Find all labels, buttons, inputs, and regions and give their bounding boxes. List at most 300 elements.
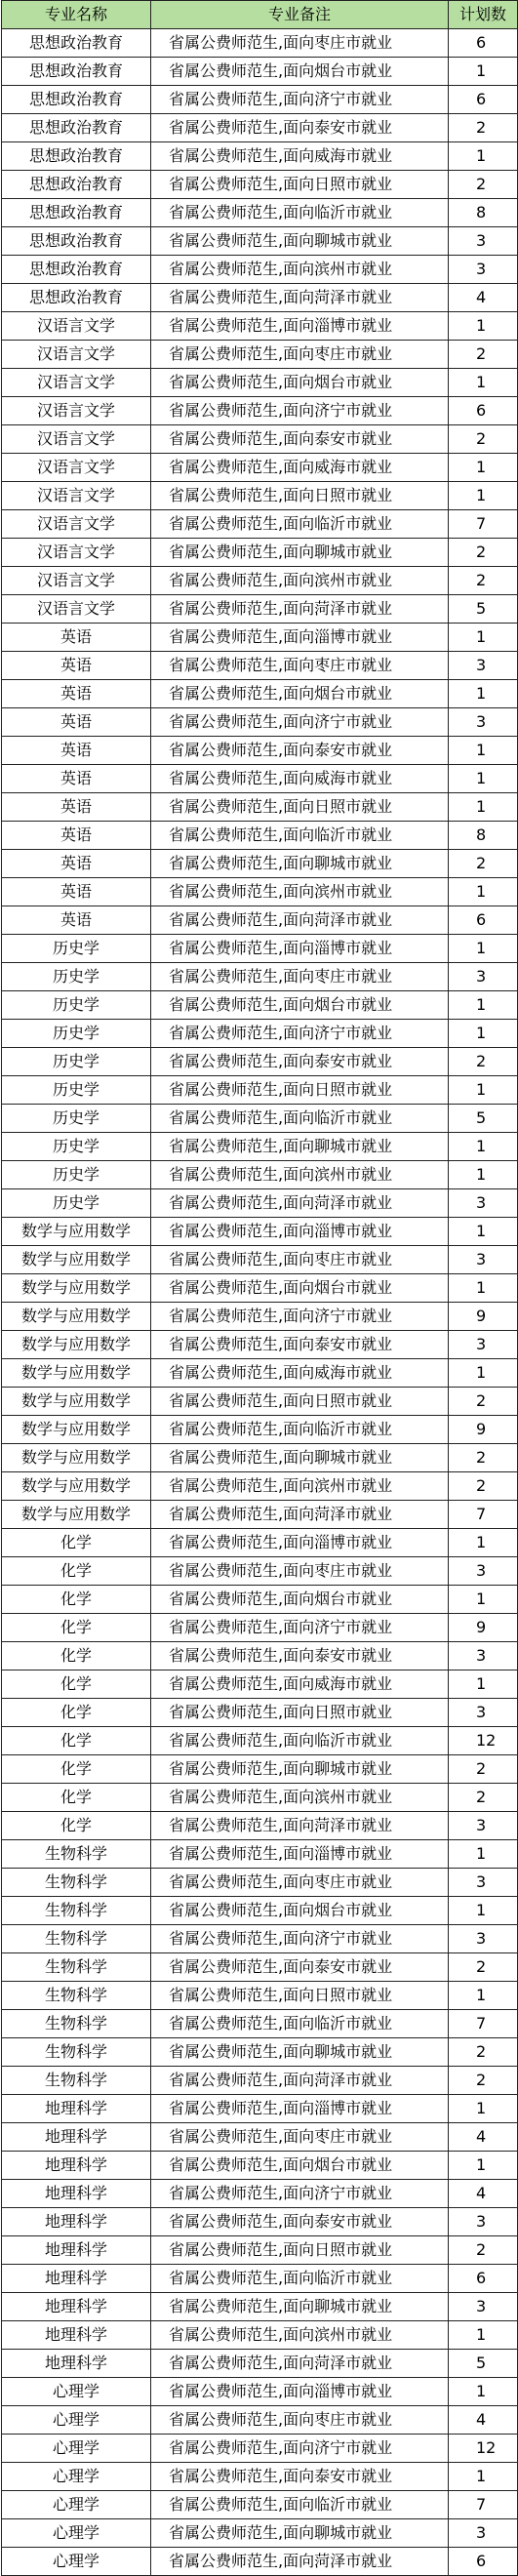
major-note-cell: 省属公费师范生,面向聊城市就业	[151, 1755, 449, 1784]
major-name-cell: 汉语言文学	[2, 425, 151, 454]
plan-count-cell: 7	[449, 510, 518, 539]
header-row	[2, 1, 518, 29]
plan-count-cell: 9	[449, 1303, 518, 1331]
table-row	[2, 1472, 518, 1501]
plan-count-cell: 6	[449, 2265, 518, 2293]
major-name-cell: 历史学	[2, 1048, 151, 1076]
major-name-cell: 化学	[2, 1784, 151, 1812]
plan-count-cell: 3	[449, 1925, 518, 1953]
major-note-cell: 省属公费师范生,面向枣庄市就业	[151, 341, 449, 369]
major-name-cell: 地理科学	[2, 2180, 151, 2208]
major-note-cell: 省属公费师范生,面向烟台市就业	[151, 2152, 449, 2180]
plan-count-cell: 1	[449, 1586, 518, 1614]
major-note-cell: 省属公费师范生,面向泰安市就业	[151, 1331, 449, 1359]
plan-count-cell: 1	[449, 2378, 518, 2406]
major-name-cell: 数学与应用数学	[2, 1274, 151, 1303]
major-name-cell: 思想政治教育	[2, 256, 151, 284]
header-major-note: 专业备注	[151, 1, 449, 29]
table-row	[2, 1982, 518, 2010]
major-note-cell: 省属公费师范生,面向烟台市就业	[151, 680, 449, 708]
major-note-cell: 省属公费师范生,面向烟台市就业	[151, 991, 449, 1020]
major-note-cell: 省属公费师范生,面向临沂市就业	[151, 2010, 449, 2038]
major-note-cell: 省属公费师范生,面向烟台市就业	[151, 1274, 449, 1303]
major-name-cell: 化学	[2, 1670, 151, 1699]
table-row	[2, 1303, 518, 1331]
major-name-cell: 历史学	[2, 1133, 151, 1161]
table-row	[2, 2321, 518, 2350]
plan-count-cell: 1	[449, 1670, 518, 1699]
major-note-cell: 省属公费师范生,面向日照市就业	[151, 1076, 449, 1105]
plan-count-cell: 1	[449, 1359, 518, 1388]
table-row	[2, 454, 518, 482]
major-note-cell: 省属公费师范生,面向日照市就业	[151, 171, 449, 199]
table-row	[2, 1020, 518, 1048]
major-name-cell: 思想政治教育	[2, 114, 151, 142]
enrollment-plan-table	[1, 0, 518, 2576]
plan-count-cell: 1	[449, 1982, 518, 2010]
plan-count-cell: 1	[449, 793, 518, 822]
major-name-cell: 地理科学	[2, 2095, 151, 2123]
table-row	[2, 1501, 518, 1529]
table-row	[2, 1529, 518, 1557]
major-name-cell: 化学	[2, 1727, 151, 1755]
major-note-cell: 省属公费师范生,面向枣庄市就业	[151, 1869, 449, 1897]
table-row	[2, 510, 518, 539]
major-name-cell: 历史学	[2, 991, 151, 1020]
major-note-cell: 省属公费师范生,面向菏泽市就业	[151, 284, 449, 312]
major-name-cell: 思想政治教育	[2, 29, 151, 58]
plan-count-cell: 12	[449, 1727, 518, 1755]
plan-count-cell: 1	[449, 878, 518, 906]
major-name-cell: 化学	[2, 1812, 151, 1840]
major-note-cell: 省属公费师范生,面向枣庄市就业	[151, 1557, 449, 1586]
major-note-cell: 省属公费师范生,面向枣庄市就业	[151, 29, 449, 58]
major-note-cell: 省属公费师范生,面向聊城市就业	[151, 850, 449, 878]
major-name-cell: 化学	[2, 1586, 151, 1614]
major-note-cell: 省属公费师范生,面向滨州市就业	[151, 567, 449, 595]
major-note-cell: 省属公费师范生,面向济宁市就业	[151, 86, 449, 114]
major-note-cell: 省属公费师范生,面向日照市就业	[151, 1699, 449, 1727]
plan-count-cell: 2	[449, 1784, 518, 1812]
table-row	[2, 2350, 518, 2378]
table-row	[2, 1614, 518, 1642]
table-row	[2, 1359, 518, 1388]
major-name-cell: 心理学	[2, 2548, 151, 2576]
table-row	[2, 1642, 518, 1670]
table-row	[2, 1586, 518, 1614]
major-note-cell: 省属公费师范生,面向济宁市就业	[151, 1614, 449, 1642]
plan-count-cell: 2	[449, 1755, 518, 1784]
plan-count-cell: 2	[449, 1472, 518, 1501]
table-row	[2, 1784, 518, 1812]
major-note-cell: 省属公费师范生,面向威海市就业	[151, 142, 449, 171]
table-row	[2, 2010, 518, 2038]
major-note-cell: 省属公费师范生,面向菏泽市就业	[151, 906, 449, 935]
table-row	[2, 1161, 518, 1189]
plan-count-cell: 2	[449, 850, 518, 878]
table-row	[2, 86, 518, 114]
major-note-cell: 省属公费师范生,面向滨州市就业	[151, 2321, 449, 2350]
major-note-cell: 省属公费师范生,面向临沂市就业	[151, 510, 449, 539]
table-row	[2, 425, 518, 454]
table-row	[2, 397, 518, 425]
major-name-cell: 历史学	[2, 1076, 151, 1105]
plan-count-cell: 7	[449, 1501, 518, 1529]
plan-count-cell: 1	[449, 1133, 518, 1161]
major-note-cell: 省属公费师范生,面向临沂市就业	[151, 2265, 449, 2293]
major-note-cell: 省属公费师范生,面向菏泽市就业	[151, 595, 449, 624]
major-name-cell: 化学	[2, 1699, 151, 1727]
major-name-cell: 思想政治教育	[2, 58, 151, 86]
plan-count-cell: 2	[449, 1444, 518, 1472]
major-note-cell: 省属公费师范生,面向枣庄市就业	[151, 963, 449, 991]
plan-count-cell: 8	[449, 199, 518, 227]
table-row	[2, 256, 518, 284]
table-row	[2, 1812, 518, 1840]
major-name-cell: 英语	[2, 737, 151, 765]
table-row	[2, 567, 518, 595]
major-name-cell: 英语	[2, 793, 151, 822]
table-row	[2, 284, 518, 312]
major-name-cell: 地理科学	[2, 2152, 151, 2180]
major-note-cell: 省属公费师范生,面向菏泽市就业	[151, 2548, 449, 2576]
major-name-cell: 英语	[2, 878, 151, 906]
table-row	[2, 1246, 518, 1274]
table-row	[2, 680, 518, 708]
plan-count-cell: 4	[449, 2123, 518, 2152]
table-row	[2, 369, 518, 397]
major-name-cell: 地理科学	[2, 2123, 151, 2152]
major-name-cell: 数学与应用数学	[2, 1246, 151, 1274]
plan-count-cell: 3	[449, 1246, 518, 1274]
plan-count-cell: 5	[449, 2350, 518, 2378]
table-row	[2, 2491, 518, 2519]
plan-count-cell: 9	[449, 1614, 518, 1642]
table-row	[2, 1444, 518, 1472]
table-row	[2, 171, 518, 199]
table-row	[2, 2123, 518, 2152]
table-row	[2, 2038, 518, 2067]
major-note-cell: 省属公费师范生,面向烟台市就业	[151, 58, 449, 86]
plan-count-cell: 12	[449, 2435, 518, 2463]
table-row	[2, 1416, 518, 1444]
table-row	[2, 1869, 518, 1897]
major-note-cell: 省属公费师范生,面向枣庄市就业	[151, 2123, 449, 2152]
major-note-cell: 省属公费师范生,面向烟台市就业	[151, 369, 449, 397]
major-note-cell: 省属公费师范生,面向淄博市就业	[151, 2378, 449, 2406]
major-note-cell: 省属公费师范生,面向淄博市就业	[151, 2095, 449, 2123]
table-row	[2, 341, 518, 369]
table-row	[2, 1189, 518, 1218]
major-note-cell: 省属公费师范生,面向济宁市就业	[151, 1303, 449, 1331]
major-name-cell: 汉语言文学	[2, 510, 151, 539]
major-name-cell: 化学	[2, 1642, 151, 1670]
plan-count-cell: 3	[449, 256, 518, 284]
major-note-cell: 省属公费师范生,面向烟台市就业	[151, 1897, 449, 1925]
plan-count-cell: 1	[449, 2152, 518, 2180]
plan-count-cell: 6	[449, 906, 518, 935]
major-note-cell: 省属公费师范生,面向临沂市就业	[151, 822, 449, 850]
major-note-cell: 省属公费师范生,面向聊城市就业	[151, 227, 449, 256]
plan-count-cell: 1	[449, 2463, 518, 2491]
plan-count-cell: 1	[449, 680, 518, 708]
table-row	[2, 1331, 518, 1359]
table-row	[2, 1755, 518, 1784]
plan-count-cell: 3	[449, 1699, 518, 1727]
plan-count-cell: 2	[449, 171, 518, 199]
table-row	[2, 595, 518, 624]
plan-count-cell: 2	[449, 1953, 518, 1982]
table-row	[2, 2095, 518, 2123]
major-name-cell: 生物科学	[2, 1869, 151, 1897]
major-name-cell: 生物科学	[2, 2010, 151, 2038]
major-note-cell: 省属公费师范生,面向滨州市就业	[151, 1472, 449, 1501]
major-note-cell: 省属公费师范生,面向济宁市就业	[151, 1020, 449, 1048]
major-name-cell: 生物科学	[2, 1897, 151, 1925]
plan-count-cell: 1	[449, 624, 518, 652]
major-note-cell: 省属公费师范生,面向日照市就业	[151, 2236, 449, 2265]
header-major-name: 专业名称	[2, 1, 151, 29]
major-note-cell: 省属公费师范生,面向聊城市就业	[151, 1133, 449, 1161]
major-name-cell: 英语	[2, 765, 151, 793]
plan-count-cell: 6	[449, 397, 518, 425]
major-note-cell: 省属公费师范生,面向淄博市就业	[151, 1529, 449, 1557]
table-row	[2, 935, 518, 963]
major-note-cell: 省属公费师范生,面向威海市就业	[151, 454, 449, 482]
plan-count-cell: 6	[449, 86, 518, 114]
plan-count-cell: 4	[449, 2180, 518, 2208]
major-name-cell: 汉语言文学	[2, 454, 151, 482]
major-name-cell: 思想政治教育	[2, 86, 151, 114]
table-header	[2, 1, 518, 29]
plan-count-cell: 1	[449, 1076, 518, 1105]
table-row	[2, 652, 518, 680]
table-row	[2, 2152, 518, 2180]
plan-count-cell: 1	[449, 765, 518, 793]
major-name-cell: 地理科学	[2, 2350, 151, 2378]
major-name-cell: 生物科学	[2, 1840, 151, 1869]
major-note-cell: 省属公费师范生,面向泰安市就业	[151, 425, 449, 454]
plan-count-cell: 2	[449, 2067, 518, 2095]
plan-count-cell: 3	[449, 1642, 518, 1670]
plan-count-cell: 4	[449, 284, 518, 312]
table-row	[2, 1218, 518, 1246]
major-note-cell: 省属公费师范生,面向日照市就业	[151, 1982, 449, 2010]
major-name-cell: 地理科学	[2, 2236, 151, 2265]
major-name-cell: 心理学	[2, 2378, 151, 2406]
major-note-cell: 省属公费师范生,面向聊城市就业	[151, 2293, 449, 2321]
major-note-cell: 省属公费师范生,面向临沂市就业	[151, 2491, 449, 2519]
major-note-cell: 省属公费师范生,面向日照市就业	[151, 482, 449, 510]
major-name-cell: 历史学	[2, 1105, 151, 1133]
plan-count-cell: 2	[449, 341, 518, 369]
major-note-cell: 省属公费师范生,面向聊城市就业	[151, 2519, 449, 2548]
major-note-cell: 省属公费师范生,面向菏泽市就业	[151, 2067, 449, 2095]
table-row	[2, 2265, 518, 2293]
table-row	[2, 2293, 518, 2321]
table-row	[2, 1105, 518, 1133]
plan-count-cell: 2	[449, 2038, 518, 2067]
major-note-cell: 省属公费师范生,面向泰安市就业	[151, 1048, 449, 1076]
major-name-cell: 英语	[2, 624, 151, 652]
major-name-cell: 汉语言文学	[2, 397, 151, 425]
plan-count-cell: 1	[449, 1161, 518, 1189]
plan-count-cell: 1	[449, 991, 518, 1020]
table-row	[2, 2208, 518, 2236]
major-name-cell: 历史学	[2, 1020, 151, 1048]
major-note-cell: 省属公费师范生,面向泰安市就业	[151, 114, 449, 142]
table-row	[2, 1727, 518, 1755]
table-row	[2, 1388, 518, 1416]
major-note-cell: 省属公费师范生,面向威海市就业	[151, 1359, 449, 1388]
plan-count-cell: 2	[449, 1048, 518, 1076]
major-name-cell: 历史学	[2, 935, 151, 963]
major-name-cell: 数学与应用数学	[2, 1331, 151, 1359]
table-row	[2, 2435, 518, 2463]
major-name-cell: 汉语言文学	[2, 539, 151, 567]
table-row	[2, 29, 518, 58]
table-row	[2, 878, 518, 906]
plan-count-cell: 6	[449, 29, 518, 58]
table-row	[2, 737, 518, 765]
plan-count-cell: 1	[449, 2095, 518, 2123]
major-name-cell: 英语	[2, 708, 151, 737]
major-name-cell: 思想政治教育	[2, 171, 151, 199]
plan-count-cell: 7	[449, 2010, 518, 2038]
major-name-cell: 地理科学	[2, 2321, 151, 2350]
major-name-cell: 思想政治教育	[2, 284, 151, 312]
major-name-cell: 心理学	[2, 2406, 151, 2435]
plan-count-cell: 2	[449, 425, 518, 454]
table-row	[2, 1076, 518, 1105]
table-row	[2, 2463, 518, 2491]
major-note-cell: 省属公费师范生,面向泰安市就业	[151, 2208, 449, 2236]
table-row	[2, 2406, 518, 2435]
table-row	[2, 1953, 518, 1982]
table-row	[2, 963, 518, 991]
plan-count-cell: 1	[449, 1020, 518, 1048]
plan-count-cell: 3	[449, 1557, 518, 1586]
major-name-cell: 生物科学	[2, 1982, 151, 2010]
plan-count-cell: 1	[449, 2321, 518, 2350]
table-row	[2, 2519, 518, 2548]
plan-count-cell: 6	[449, 2548, 518, 2576]
major-note-cell: 省属公费师范生,面向菏泽市就业	[151, 2350, 449, 2378]
major-name-cell: 历史学	[2, 963, 151, 991]
major-name-cell: 英语	[2, 850, 151, 878]
major-note-cell: 省属公费师范生,面向滨州市就业	[151, 1784, 449, 1812]
major-note-cell: 省属公费师范生,面向威海市就业	[151, 1670, 449, 1699]
plan-count-cell: 3	[449, 1869, 518, 1897]
major-note-cell: 省属公费师范生,面向临沂市就业	[151, 1105, 449, 1133]
major-note-cell: 省属公费师范生,面向枣庄市就业	[151, 2406, 449, 2435]
major-name-cell: 地理科学	[2, 2265, 151, 2293]
major-name-cell: 历史学	[2, 1189, 151, 1218]
plan-count-cell: 3	[449, 227, 518, 256]
table-row	[2, 2236, 518, 2265]
table-row	[2, 1048, 518, 1076]
major-name-cell: 生物科学	[2, 2038, 151, 2067]
major-name-cell: 数学与应用数学	[2, 1501, 151, 1529]
major-name-cell: 数学与应用数学	[2, 1359, 151, 1388]
major-name-cell: 心理学	[2, 2463, 151, 2491]
table-row	[2, 539, 518, 567]
table-row	[2, 1840, 518, 1869]
plan-count-cell: 3	[449, 2519, 518, 2548]
plan-count-cell: 1	[449, 1218, 518, 1246]
major-name-cell: 汉语言文学	[2, 369, 151, 397]
plan-count-cell: 1	[449, 312, 518, 341]
major-note-cell: 省属公费师范生,面向菏泽市就业	[151, 1812, 449, 1840]
major-name-cell: 化学	[2, 1557, 151, 1586]
major-name-cell: 化学	[2, 1614, 151, 1642]
major-name-cell: 数学与应用数学	[2, 1388, 151, 1416]
plan-count-cell: 1	[449, 454, 518, 482]
major-note-cell: 省属公费师范生,面向枣庄市就业	[151, 652, 449, 680]
major-note-cell: 省属公费师范生,面向枣庄市就业	[151, 1246, 449, 1274]
plan-count-cell: 3	[449, 652, 518, 680]
major-name-cell: 生物科学	[2, 2067, 151, 2095]
major-name-cell: 英语	[2, 652, 151, 680]
table-row	[2, 142, 518, 171]
plan-count-cell: 2	[449, 539, 518, 567]
plan-count-cell: 9	[449, 1416, 518, 1444]
major-name-cell: 思想政治教育	[2, 199, 151, 227]
table-row	[2, 2067, 518, 2095]
table-row	[2, 1557, 518, 1586]
major-name-cell: 英语	[2, 822, 151, 850]
major-name-cell: 地理科学	[2, 2293, 151, 2321]
table-body	[2, 29, 518, 2576]
major-name-cell: 生物科学	[2, 1925, 151, 1953]
table-row	[2, 708, 518, 737]
major-note-cell: 省属公费师范生,面向淄博市就业	[151, 624, 449, 652]
table-row	[2, 312, 518, 341]
major-name-cell: 汉语言文学	[2, 341, 151, 369]
plan-count-cell: 5	[449, 595, 518, 624]
major-note-cell: 省属公费师范生,面向菏泽市就业	[151, 1189, 449, 1218]
major-name-cell: 生物科学	[2, 1953, 151, 1982]
major-note-cell: 省属公费师范生,面向淄博市就业	[151, 1218, 449, 1246]
table-row	[2, 1133, 518, 1161]
table-row	[2, 793, 518, 822]
plan-count-cell: 2	[449, 114, 518, 142]
table-row	[2, 2378, 518, 2406]
table-row	[2, 765, 518, 793]
major-note-cell: 省属公费师范生,面向济宁市就业	[151, 1925, 449, 1953]
major-note-cell: 省属公费师范生,面向淄博市就业	[151, 935, 449, 963]
major-name-cell: 汉语言文学	[2, 595, 151, 624]
plan-count-cell: 1	[449, 1897, 518, 1925]
plan-count-cell: 8	[449, 822, 518, 850]
major-name-cell: 英语	[2, 680, 151, 708]
major-note-cell: 省属公费师范生,面向济宁市就业	[151, 397, 449, 425]
table-row	[2, 1925, 518, 1953]
major-name-cell: 汉语言文学	[2, 312, 151, 341]
major-name-cell: 思想政治教育	[2, 227, 151, 256]
major-note-cell: 省属公费师范生,面向泰安市就业	[151, 1642, 449, 1670]
major-name-cell: 数学与应用数学	[2, 1303, 151, 1331]
plan-count-cell: 1	[449, 1274, 518, 1303]
plan-count-cell: 1	[449, 935, 518, 963]
table-row	[2, 58, 518, 86]
plan-count-cell: 3	[449, 1189, 518, 1218]
major-name-cell: 汉语言文学	[2, 482, 151, 510]
major-note-cell: 省属公费师范生,面向滨州市就业	[151, 878, 449, 906]
table-row	[2, 906, 518, 935]
major-name-cell: 数学与应用数学	[2, 1218, 151, 1246]
table-row	[2, 2180, 518, 2208]
